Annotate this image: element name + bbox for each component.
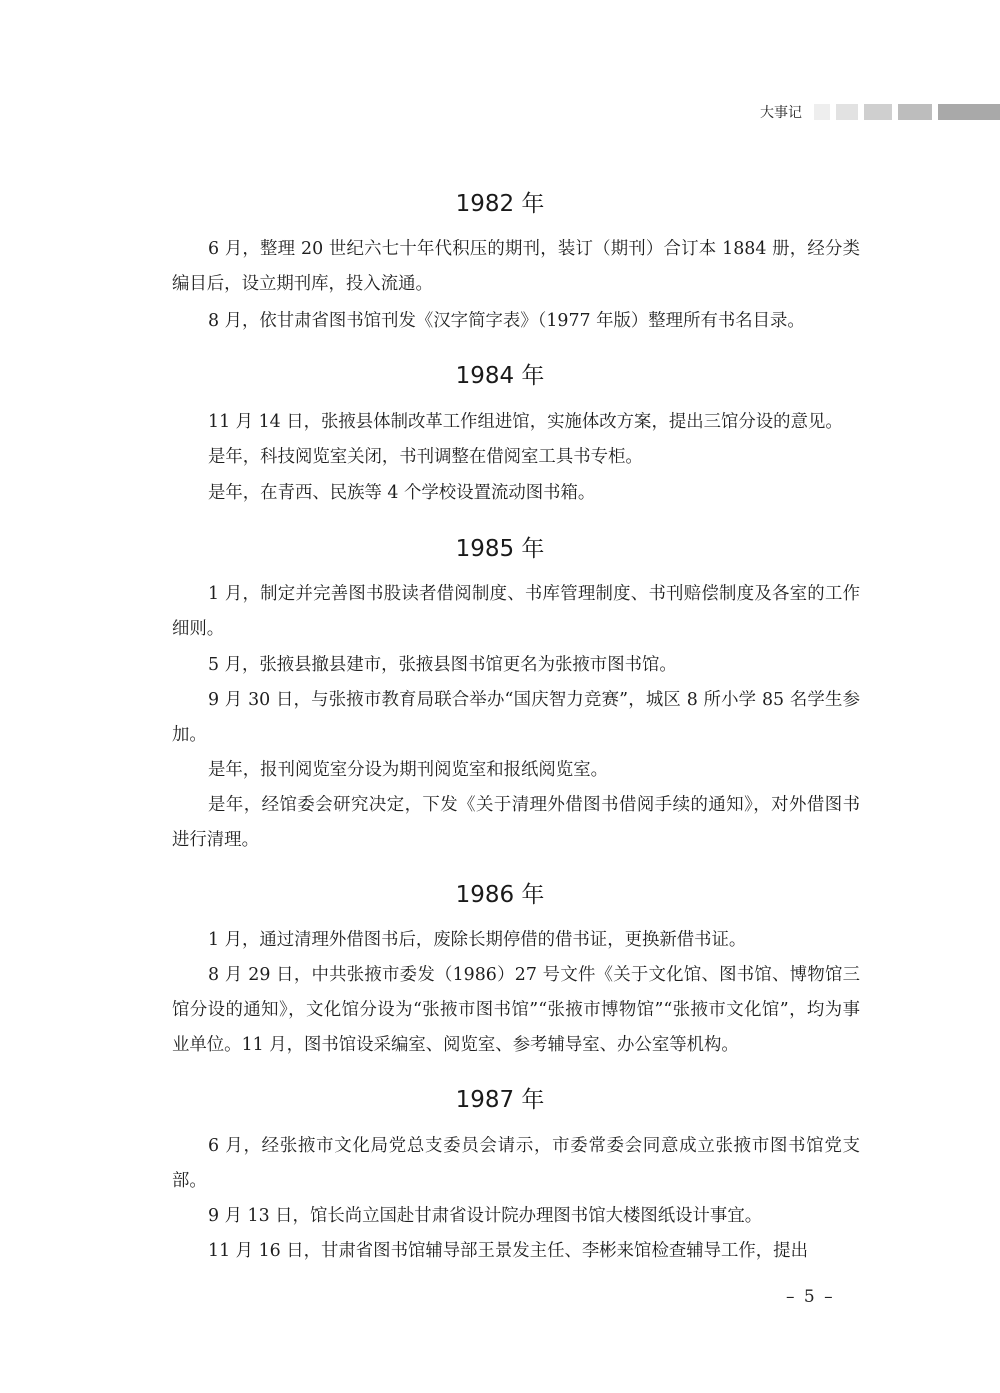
header-decor-bar	[938, 104, 1000, 120]
page-number: – 5 –	[786, 1287, 835, 1307]
year-heading-1985: 1985 年	[455, 536, 545, 562]
running-head	[760, 103, 1000, 121]
year-heading-1987: 1987 年	[455, 1087, 545, 1113]
entry-paragraph: 9 月 30 日，与张掖市教育局联合举办“国庆智力竞赛”，城区 8 所小学 85 名学生参加。	[172, 690, 860, 745]
entry-paragraph: 9 月 13 日，馆长尚立国赴甘肃省设计院办理图书馆大楼图纸设计事宜。	[208, 1206, 763, 1226]
header-decor-bar	[836, 104, 858, 120]
year-heading-1984: 1984 年	[455, 363, 545, 389]
header-decor-bar	[898, 104, 932, 120]
running-head-title: 大事记	[760, 105, 802, 121]
year-heading-1982: 1982 年	[455, 191, 545, 217]
entry-paragraph: 8 月，依甘肃省图书馆刊发《汉字简字表》（1977 年版）整理所有书名目录。	[208, 311, 805, 331]
entry-paragraph: 6 月，经张掖市文化局党总支委员会请示，市委常委会同意成立张掖市图书馆党支部。	[172, 1136, 860, 1191]
entry-paragraph: 11 月 14 日，张掖县体制改革工作组进馆，实施体改方案，提出三馆分设的意见。	[208, 412, 843, 432]
entry-paragraph: 是年，经馆委会研究决定，下发《关于清理外借图书借阅手续的通知》，对外借图书进行清理。	[172, 795, 860, 850]
entry-paragraph: 是年，科技阅览室关闭，书刊调整在借阅室工具书专柜。	[208, 447, 643, 467]
entry-paragraph: 5 月，张掖县撤县建市，张掖县图书馆更名为张掖市图书馆。	[208, 655, 677, 675]
entry-paragraph: 是年，报刊阅览室分设为期刊阅览室和报纸阅览室。	[208, 760, 608, 780]
header-decor-bar	[814, 104, 830, 120]
entry-paragraph: 11 月 16 日，甘肃省图书馆辅导部王景发主任、李彬来馆检查辅导工作，提出	[208, 1241, 808, 1261]
header-decor-bar	[864, 104, 892, 120]
entry-paragraph: 6 月，整理 20 世纪六七十年代积压的期刊，装订（期刊）合订本 1884 册，经分类编目后，设立期刊库，投入流通。	[172, 239, 860, 294]
year-heading-1986: 1986 年	[455, 882, 545, 908]
entry-paragraph: 8 月 29 日，中共张掖市委发（1986）27 号文件《关于文化馆、图书馆、博物馆三馆分设的通知》，文化馆分设为“张掖市图书馆”“张掖市博物馆”“张掖市文化馆”，均为事业单位。11 月，图书馆设采编室、阅览室、参考辅导室、办公室等机构。	[172, 965, 860, 1055]
entry-paragraph: 1 月，制定并完善图书股读者借阅制度、书库管理制度、书刊赔偿制度及各室的工作细则。	[172, 584, 860, 639]
entry-paragraph: 是年，在青西、民族等 4 个学校设置流动图书箱。	[208, 483, 596, 503]
entry-paragraph: 1 月，通过清理外借图书后，废除长期停借的借书证，更换新借书证。	[208, 930, 747, 950]
